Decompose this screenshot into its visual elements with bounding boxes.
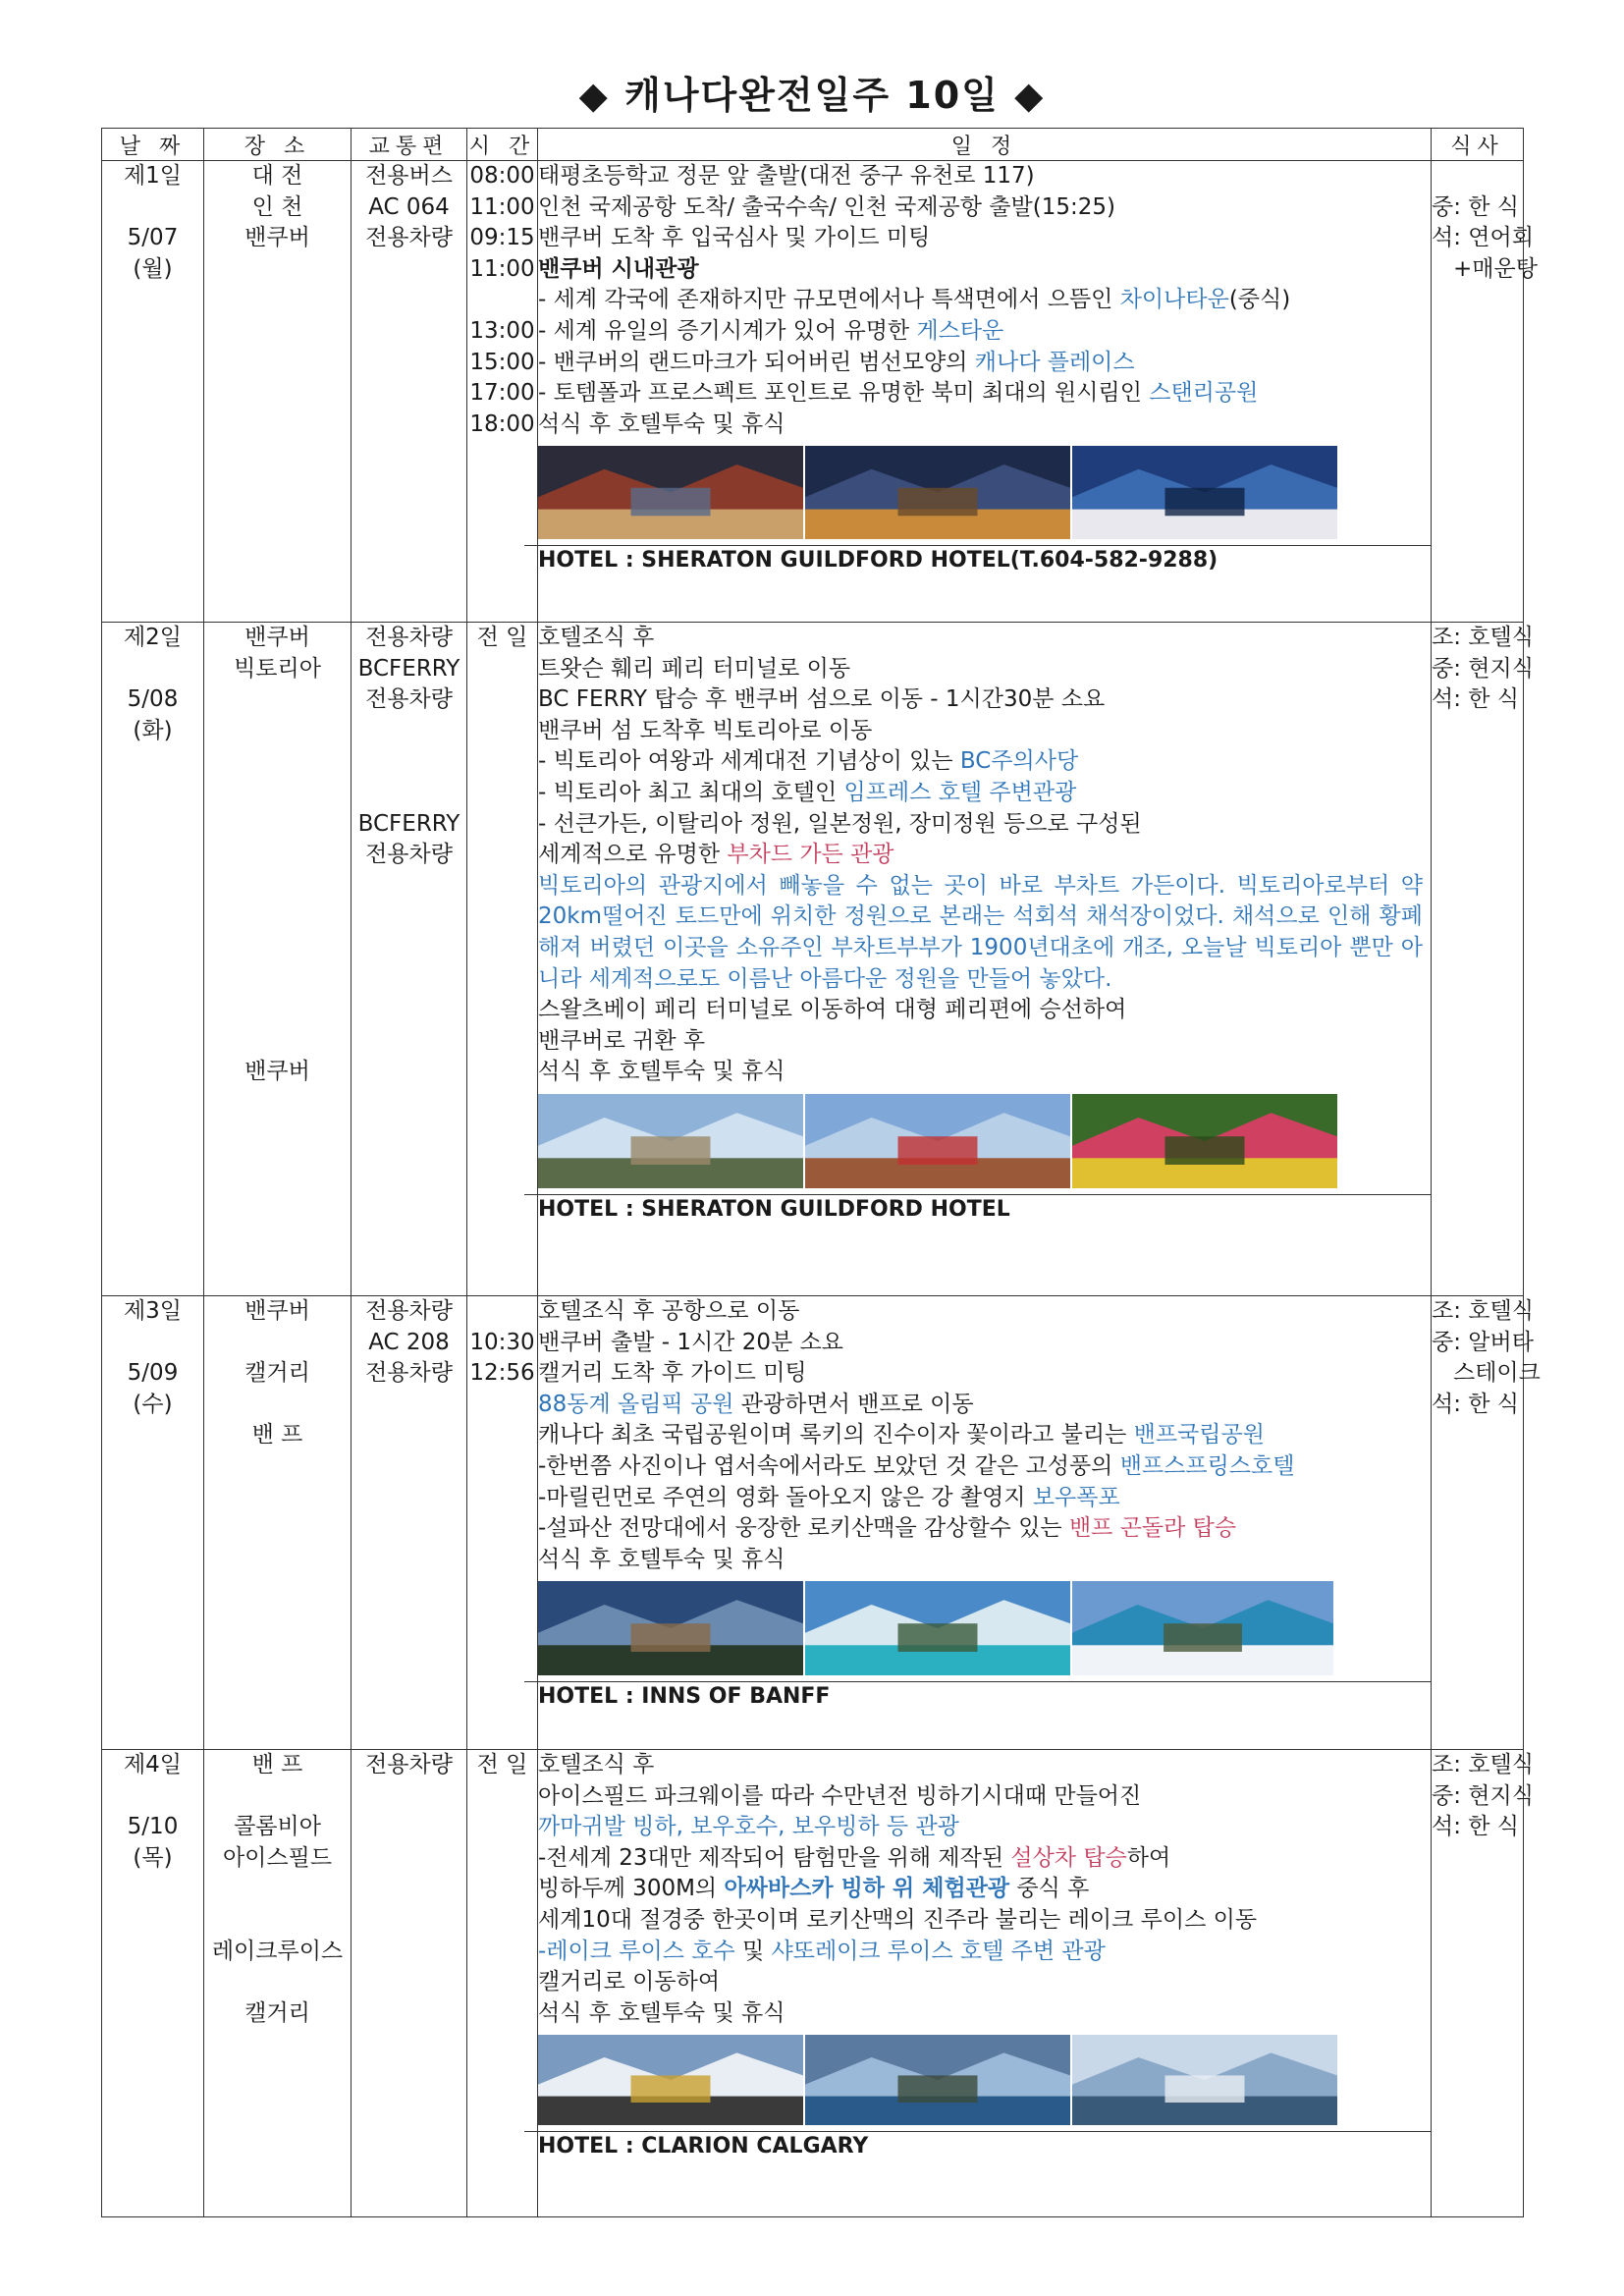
day-weekday: (목) — [133, 1844, 173, 1871]
day-weekday: (수) — [133, 1391, 173, 1417]
line-text: 호텔조식 후 공항으로 이동 — [538, 1298, 800, 1324]
canada-place-photo — [1072, 446, 1337, 539]
header-row — [102, 129, 1524, 161]
itinerary-line — [538, 995, 1431, 1026]
highlight-text: 까마귀발 빙하, 보우호수, 보우빙하 등 관광 — [538, 1814, 959, 1840]
itinerary-cell — [538, 161, 1432, 623]
itinerary-line — [538, 1998, 1431, 2030]
transport-cell — [352, 623, 467, 1296]
itinerary-line — [538, 1967, 1431, 1998]
day-row — [102, 623, 1524, 1296]
header-meal: 식사 — [1432, 129, 1524, 161]
line-text: 석식 후 호텔투숙 및 휴식 — [538, 1059, 785, 1085]
time-item: 08:00 — [469, 163, 535, 189]
line-text: - 선큰가든, 이탈리아 정원, 일본정원, 장미정원 등으로 구성된 — [538, 810, 1142, 837]
line-text: - 세계 유일의 증기시계가 있어 유명한 — [538, 317, 917, 344]
highlight-red-text: 부차드 가든 관광 — [727, 842, 894, 868]
highlight-text: 밴프국립공원 — [1133, 1422, 1265, 1449]
transport-item: 전용차량 — [365, 625, 453, 650]
transport-item: 전용차량 — [365, 225, 453, 251]
meal-item: 조: 호텔식 — [1432, 625, 1534, 650]
day-row — [102, 1296, 1524, 1750]
line-text: 캘거리 도착 후 가이드 미팅 — [538, 1360, 807, 1387]
transport-item: 전용차량 — [365, 1360, 453, 1387]
itinerary-line — [538, 285, 1431, 316]
line-text: -마릴린먼로 주연의 영화 돌아오지 않은 강 촬영지 — [538, 1484, 1033, 1510]
meal-item: +매운탕 — [1453, 255, 1538, 282]
line-text: 트왓슨 훼리 페리 터미널로 이동 — [538, 655, 851, 682]
line-text: 밴쿠버로 귀환 후 — [538, 1027, 706, 1054]
photo-strip — [538, 2035, 1431, 2125]
itinerary-line — [538, 378, 1431, 410]
header-day: 날 짜 — [102, 129, 204, 161]
highlight-text: -레이크 루이스 호수 — [538, 1938, 735, 1964]
itinerary-line — [538, 1483, 1431, 1514]
itinerary-line — [538, 1843, 1431, 1875]
place-name: 밴쿠버 — [244, 1059, 310, 1085]
meal-item: 조: 호텔식 — [1432, 1298, 1534, 1324]
gastown-clock-photo — [805, 446, 1070, 539]
day-date: 5/08 — [127, 686, 179, 713]
day-weekday: (화) — [133, 717, 173, 743]
time-item: 12:56 — [469, 1360, 535, 1387]
itinerary-line — [538, 1390, 1431, 1421]
itinerary-line — [538, 1420, 1431, 1451]
line-suffix: (중식) — [1228, 287, 1291, 313]
highlight-text: 게스타운 — [916, 317, 1004, 344]
itinerary-line — [538, 348, 1431, 379]
butchart-garden-photo — [1072, 1094, 1337, 1188]
line-text: - 빅토리아 최고 최대의 호텔인 — [538, 779, 844, 805]
line-text: 세계적으로 유명한 — [538, 842, 728, 868]
photo-strip — [538, 1581, 1431, 1675]
place-name: 콜롬비아 — [234, 1814, 321, 1840]
place-cell — [204, 1296, 352, 1750]
line-text: 태평초등학교 정문 앞 출발(대전 중구 유천로 117) — [538, 163, 1035, 189]
itinerary-line — [538, 1937, 1431, 1968]
transport-item: 전용차량 — [365, 1752, 453, 1777]
place-cell — [204, 1750, 352, 2217]
itinerary-line — [538, 778, 1431, 809]
line-text: 빙하두께 300M의 — [538, 1876, 725, 1902]
time-item: 17:00 — [469, 380, 535, 407]
line-text: 인천 국제공항 도착/ 출국수속/ 인천 국제공항 출발(15:25) — [538, 193, 1115, 220]
itinerary-line — [538, 316, 1431, 348]
transport-cell — [352, 1296, 467, 1750]
day-number: 제2일 — [123, 625, 183, 650]
itinerary-line — [538, 223, 1431, 254]
page-title: ◆ 캐나다완전일주 10일 ◆ — [578, 74, 1046, 117]
meal-item: 중: 한 식 — [1432, 193, 1520, 220]
line-text: 캘거리로 이동하여 — [538, 1969, 721, 1995]
time-item: 11:00 — [469, 193, 535, 220]
transport-item: 전용차량 — [365, 1298, 453, 1324]
place-cell — [204, 161, 352, 623]
empress-hotel-photo — [805, 1094, 1070, 1188]
hotel-info: HOTEL : INNS OF BANFF — [524, 1681, 1431, 1712]
itinerary-line — [538, 410, 1431, 441]
meal-cell — [1432, 1296, 1541, 1750]
highlight-text: 스탠리공원 — [1149, 380, 1259, 407]
line-text: 캐나다 최초 국립공원이며 록키의 진수이자 꽃이라고 불리는 — [538, 1422, 1134, 1449]
header-itinerary: 일 정 — [538, 129, 1432, 161]
place-name: 밴 프 — [251, 1752, 303, 1777]
line-text: 밴쿠버 출발 - 1시간 20분 소요 — [538, 1329, 843, 1355]
place-name: 캘거리 — [244, 1999, 310, 2026]
place-name: 캘거리 — [244, 1360, 310, 1387]
line-text: 세계10대 절경중 한곳이며 로키산맥의 진주라 불리는 레이크 루이스 이동 — [538, 1906, 1258, 1933]
hotel-info: HOTEL : CLARION CALGARY — [524, 2131, 1431, 2161]
banff-springs-photo — [538, 1581, 803, 1675]
itinerary-line — [538, 1296, 1431, 1328]
itinerary-line — [538, 1451, 1431, 1483]
itinerary-line — [538, 654, 1431, 685]
day-row — [102, 161, 1524, 623]
line-text: 밴쿠버 시내관광 — [538, 255, 699, 282]
transport-item: 전용차량 — [365, 842, 453, 868]
highlight-text: 보우폭포 — [1032, 1484, 1120, 1510]
place-name: 밴쿠버 — [244, 225, 310, 251]
transport-cell — [352, 1750, 467, 2217]
itinerary-line — [538, 1812, 1431, 1843]
rocky-lake-photo — [805, 1581, 1070, 1675]
highlight-red-text: 밴프 곤돌라 탑승 — [1068, 1515, 1237, 1542]
itinerary-line — [538, 840, 1431, 871]
line-text: 및 — [734, 1938, 772, 1964]
line-text: 밴쿠버 도착 후 입국심사 및 가이드 미팅 — [538, 225, 931, 251]
transport-item: BCFERRY — [357, 655, 460, 682]
itinerary-table — [101, 128, 1541, 2217]
place-name: 밴 프 — [251, 1422, 303, 1449]
time-item: 전 일 — [476, 1752, 528, 1777]
place-cell — [204, 623, 352, 1296]
day-date: 5/09 — [127, 1360, 179, 1387]
itinerary-line — [538, 1057, 1431, 1088]
highlight-text: 차이나타운 — [1119, 287, 1229, 313]
transport-item: 전용버스 — [365, 163, 453, 189]
itinerary-cell — [538, 623, 1432, 1296]
line-text: BC FERRY 탑승 후 밴쿠버 섬으로 이동 - 1시간30분 소요 — [538, 686, 1106, 713]
photo-strip — [538, 446, 1431, 539]
time-item: 11:00 — [469, 255, 535, 282]
line-text: -전세계 23대만 제작되어 탐험만을 위해 제작된 — [538, 1844, 1011, 1871]
line-text: 호텔조식 후 — [538, 625, 655, 650]
itinerary-line — [538, 1781, 1431, 1813]
place-name: 대 전 — [251, 163, 303, 189]
meal-item: 석: 한 식 — [1432, 1814, 1520, 1840]
itinerary-line — [538, 1874, 1431, 1905]
itinerary-line — [538, 623, 1431, 654]
line-text: 석식 후 호텔투숙 및 휴식 — [538, 1546, 785, 1572]
line-text: 관광하면서 밴프로 이동 — [733, 1391, 974, 1417]
highlight-red-text: 설상차 탑승 — [1010, 1844, 1127, 1871]
day-number: 제1일 — [123, 163, 183, 189]
line-text: 스왈츠베이 페리 터미널로 이동하여 대형 페리편에 승선하여 — [538, 997, 1127, 1023]
highlight-text: 밴프스프링스호텔 — [1119, 1452, 1295, 1479]
meal-item: 중: 알버타 — [1432, 1329, 1534, 1355]
itinerary-cell — [538, 1750, 1432, 2217]
line-suffix: 하여 — [1126, 1844, 1171, 1871]
line-text: -한번쯤 사진이나 엽서속에서라도 보았던 것 같은 고성풍의 — [538, 1452, 1120, 1479]
itinerary-line — [538, 161, 1431, 192]
time-item: 09:15 — [469, 225, 535, 251]
day-weekday: (월) — [133, 255, 173, 282]
line-text: - 토템폴과 프로스펙트 포인트로 유명한 북미 최대의 원시림인 — [538, 380, 1150, 407]
highlight-text: 88동계 올림픽 공원 — [538, 1391, 734, 1417]
time-item: 전 일 — [476, 625, 528, 650]
meal-cell — [1432, 1750, 1534, 2217]
meal-cell — [1432, 161, 1538, 623]
line-text: 아이스필드 파크웨이를 따라 수만년전 빙하기시대때 만들어진 — [538, 1782, 1142, 1809]
line-text: 호텔조식 후 — [538, 1752, 655, 1777]
line-text: -설파산 전망대에서 웅장한 로키산맥을 감상할수 있는 — [538, 1515, 1069, 1542]
place-name: 레이크루이스 — [211, 1938, 344, 1964]
chinatown-gate-photo — [538, 446, 803, 539]
transport-item: 전용차량 — [365, 686, 453, 713]
itinerary-line — [538, 1905, 1431, 1937]
meal-item: 조: 호텔식 — [1432, 1752, 1534, 1777]
day-cell — [102, 1296, 204, 1750]
place-name: 빅토리아 — [234, 655, 321, 682]
line-text: - 세계 각국에 존재하지만 규모면에서나 특색면에서 으뜸인 — [538, 287, 1120, 313]
bow-falls-photo — [1072, 1581, 1333, 1675]
snowcoach-glacier-photo — [538, 2035, 803, 2125]
itinerary-line — [538, 1545, 1431, 1576]
description-paragraph: 빅토리아의 관광지에서 빼놓을 수 없는 곳이 바로 부차트 가든이다. 빅토리아로부터 약 20km떨어진 토드만에 위치한 정원으로 본래는 석회석 채석장이었다. 채석으로 인해 황폐해져 버렸던 이곳을 소유주인 부차트부부가 1900년대초에 개조, 오늘날 빅토리아 뿐만 아니라 세계적으로도 이름난 아름다운 정원을 만들어 놓았다. — [538, 872, 1423, 992]
itinerary-line — [538, 1358, 1431, 1390]
itinerary-line — [538, 716, 1431, 747]
itinerary-line — [538, 1513, 1431, 1545]
itinerary-line — [538, 809, 1431, 841]
highlight-text: 샤또레이크 루이스 호텔 주변 관광 — [771, 1938, 1106, 1964]
bc-parliament-photo — [538, 1094, 803, 1188]
meal-item: 중: 현지식 — [1432, 1782, 1534, 1809]
day-cell — [102, 161, 204, 623]
place-name: 밴쿠버 — [244, 625, 310, 650]
day-number: 제4일 — [123, 1752, 183, 1777]
line-suffix: 중식 후 — [1009, 1876, 1090, 1902]
transport-item: BCFERRY — [357, 810, 460, 837]
day-cell — [102, 623, 204, 1296]
itinerary-line — [538, 254, 1431, 286]
itinerary-line — [538, 684, 1431, 716]
itinerary-line — [538, 1750, 1431, 1781]
time-item: 18:00 — [469, 410, 535, 437]
meal-item: 석: 연어회 — [1432, 225, 1534, 251]
meal-item: 중: 현지식 — [1432, 655, 1534, 682]
meal-item: 석: 한 식 — [1432, 1391, 1520, 1417]
meal-item: 석: 한 식 — [1432, 686, 1520, 713]
day-row — [102, 1750, 1524, 2217]
peyto-lake-photo — [1072, 2035, 1337, 2125]
day-date: 5/10 — [127, 1814, 179, 1840]
place-name: 인 천 — [251, 193, 303, 220]
meal-cell — [1432, 623, 1534, 1296]
meal-item: 스테이크 — [1453, 1360, 1541, 1387]
highlight-text: 캐나다 플레이스 — [974, 349, 1135, 375]
line-text: - 밴쿠버의 랜드마크가 되어버린 범선모양의 — [538, 349, 975, 375]
itinerary-line — [538, 192, 1431, 224]
header-place: 장 소 — [204, 129, 352, 161]
transport-cell — [352, 161, 467, 623]
day-number: 제3일 — [123, 1298, 183, 1324]
day-date: 5/07 — [127, 225, 179, 251]
mountain-lake-photo — [805, 2035, 1070, 2125]
time-item: 13:00 — [469, 317, 535, 344]
time-item: 15:00 — [469, 349, 535, 375]
day-cell — [102, 1750, 204, 2217]
line-text: 밴쿠버 섬 도착후 빅토리아로 이동 — [538, 717, 873, 743]
line-text: - 빅토리아 여왕과 세계대전 기념상이 있는 — [538, 748, 960, 775]
itinerary-line — [538, 1026, 1431, 1058]
itinerary-line — [538, 746, 1431, 778]
photo-strip — [538, 1094, 1431, 1188]
header-time: 시 간 — [467, 129, 538, 161]
place-name: 밴쿠버 — [244, 1298, 310, 1324]
time-item: 10:30 — [469, 1329, 535, 1355]
hotel-info: HOTEL : SHERATON GUILDFORD HOTEL(T.604-582-9288) — [524, 545, 1431, 575]
highlight-bold-text: 아싸바스카 빙하 위 체험관광 — [724, 1876, 1010, 1902]
header-transport: 교통편 — [352, 129, 467, 161]
hotel-info: HOTEL : SHERATON GUILDFORD HOTEL — [524, 1194, 1431, 1225]
transport-item: AC 208 — [368, 1329, 450, 1355]
place-name: 아이스필드 — [222, 1844, 333, 1871]
line-text: 석식 후 호텔투숙 및 휴식 — [538, 1999, 785, 2026]
line-text: 석식 후 호텔투숙 및 휴식 — [538, 410, 785, 437]
highlight-text: BC주의사당 — [959, 748, 1079, 775]
highlight-text: 임프레스 호텔 주변관광 — [843, 779, 1077, 805]
itinerary-cell — [538, 1296, 1432, 1750]
transport-item: AC 064 — [368, 193, 450, 220]
itinerary-line — [538, 1328, 1431, 1359]
